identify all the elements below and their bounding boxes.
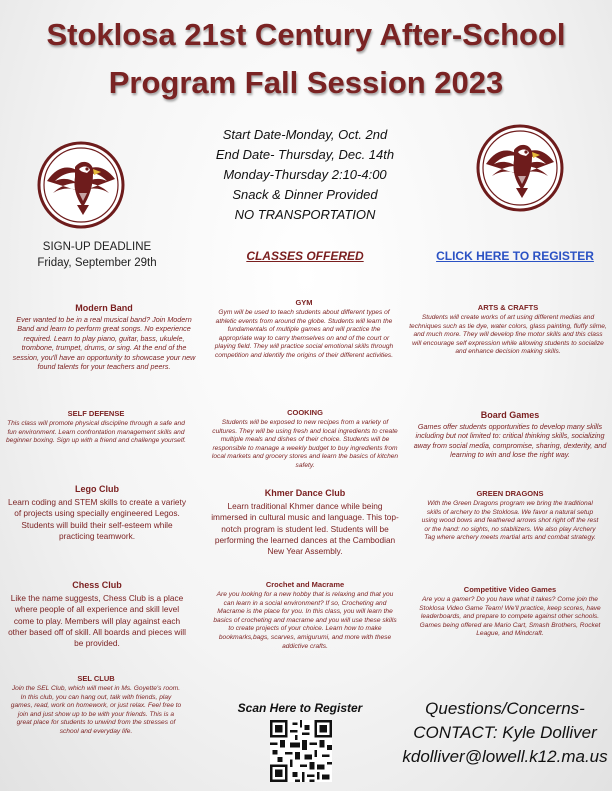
class-desc: Learn coding and STEM skills to create a variety of projects using specially engineered Legos. Students will build their self-esteem while practicing teamwork. [7,497,186,541]
class-title: Khmer Dance Club [264,488,346,498]
class-title: Crochet and Macrame [265,580,345,589]
class-title: GREEN DRAGONS [476,489,544,498]
class-cooking [210,408,400,471]
class-desc: Games offer students opportunities to develop many skills including but not limited to: critical thinking skills, socializing away from social media, compromise, sharing, dexterity, and learning to win and lose the right way. [413,422,607,460]
classes-heading: CLASSES OFFERED [246,249,364,263]
class-gym [210,298,398,361]
class-crochet [212,580,398,651]
class-lego [6,484,188,542]
start-date: Start Date-Monday, Oct. 2nd [222,127,388,142]
class-self-defense [6,409,186,446]
class-desc: Students will create works of art using different medias and techniques such as tie dye, water colors, glass painting, fluffy slime, and much more. They will develop fine motor skills and this class will encourage self expression while allowing students to socialize and enhance decision making skills. [409,314,607,356]
contact-email[interactable]: kdolliver@lowell.k12.ma.us [402,747,608,766]
signup-deadline [22,239,172,271]
class-board-games [410,410,610,460]
class-desc: Gym will be used to teach students about different types of athletic events from around the globe. Students will learn the fundamentals of multiple games and will practice the appropriate way to carry themselves on and of the court or playing field. They will practice social emotional skills through competition and identify the origins of their different activities. [214,309,394,359]
hawk-logo-left [37,141,125,229]
class-desc: Join the SEL Club, which will meet in Ms. Goyette's room. In this club, you can hang out, talk with friends, play games, read, work on homework, or just relax. Feel free to join and just show up to be with your friends. This is a great place for students to unwind from the stresses of school and everyday life. [10,685,182,735]
class-title: SELF DEFENSE [67,409,125,418]
class-desc: With the Green Dragons program we bring the traditional skills of archery to the Stoklosa. We favor a natural setup using wood bows and feathered arrows shot right off the rest or the hand: no sights, no stabilizers. We also play Archery Tag where archery meets martial arts and combat strategy. [421,500,599,542]
contact-block [400,697,610,769]
class-title: Board Games [480,410,540,420]
food-note: Snack & Dinner Provided [232,187,378,202]
hawk-logo-right [476,124,564,212]
class-desc: Students will be exposed to new recipes from a variety of cultures. They will be using fresh and local ingredients to create multiple meals and dishes of their choice. Students will be responsible to manage a weekly budget to buy ingredients from local markets and grocery stores and learn the basics of kitchen safety. [211,419,399,469]
class-title: SEL CLUB [77,674,115,683]
class-arts-crafts [408,303,608,357]
program-hours: Monday-Thursday 2:10-4:00 [223,167,387,182]
class-desc: This class will promote physical discipline through a safe and fun environment. Learn confrontation management skills and beginner boxing. Sign up with a friend and challenge yourself. [6,420,186,445]
class-desc: Ever wanted to be in a real musical band? Join Modern Band and learn to perform great songs. No experience required. Learn to play piano, guitar, bass, ukulele, trombone, trumpet, drums, or sing. At the end of the session, you'll have an opportunity to showcase your new found talents for your teachers and peers. [12,315,196,372]
class-title: Competitive Video Games [463,585,557,594]
class-title: ARTS & CRAFTS [477,303,539,312]
class-desc: Are you looking for a new hobby that is relaxing and that you can learn in a social environment? If so, Crocheting and Macrame is the place for you. In this class, you will learn the basics of crocheting and macrame and you will use these skills to create projects of your choice. Learn how to make bookmarks,bags, scarves, amigurumi, and more with these addictive crafts. [213,591,397,650]
qr-code[interactable] [270,720,332,782]
class-modern-band [8,303,200,371]
class-desc: Like the name suggests, Chess Club is a place where people of all experience and skill level come to play. Members will play against each other based off of skill. All boards and pieces will be provided. [8,593,186,649]
class-video-games [412,585,608,639]
contact-questions: Questions/Concerns- [425,699,585,718]
title-line-1: Stoklosa 21st Century After-School [46,17,566,52]
class-green-dragons [420,489,600,543]
class-title: Modern Band [75,303,133,313]
signup-label: SIGN-UP DEADLINE [42,241,152,253]
class-desc: Are you a gamer? Do you have what it takes? Come join the Stoklosa Video Game Team! We'll practice, keep scores, have leaderboards, and prepare to compete against other schools. Games being offered are Mario Cart, Smash Brothers, Rocket League, and Mindcraft. [419,596,601,638]
class-chess [4,580,190,649]
class-title: Lego Club [75,484,119,494]
class-title: GYM [295,298,313,307]
class-title: Chess Club [72,580,122,590]
signup-date: Friday, September 29th [37,257,157,269]
class-title: COOKING [287,408,323,417]
title-line-2: Program Fall Session 2023 [108,65,504,100]
end-date: End Date- Thursday, Dec. 14th [215,147,395,162]
program-info [170,125,440,225]
contact-name: CONTACT: Kyle Dolliver [413,723,597,742]
transport-note: NO TRANSPORTATION [234,207,376,222]
class-khmer [209,488,401,557]
class-sel [10,674,182,737]
register-link[interactable]: CLICK HERE TO REGISTER [436,249,594,263]
scan-label: Scan Here to Register [237,701,363,715]
class-desc: Learn traditional Khmer dance while being immersed in cultural music and language. This top-notch program is student led. Students will be performing the learned dances at the Cambodian New Year Assembly. [211,501,399,557]
